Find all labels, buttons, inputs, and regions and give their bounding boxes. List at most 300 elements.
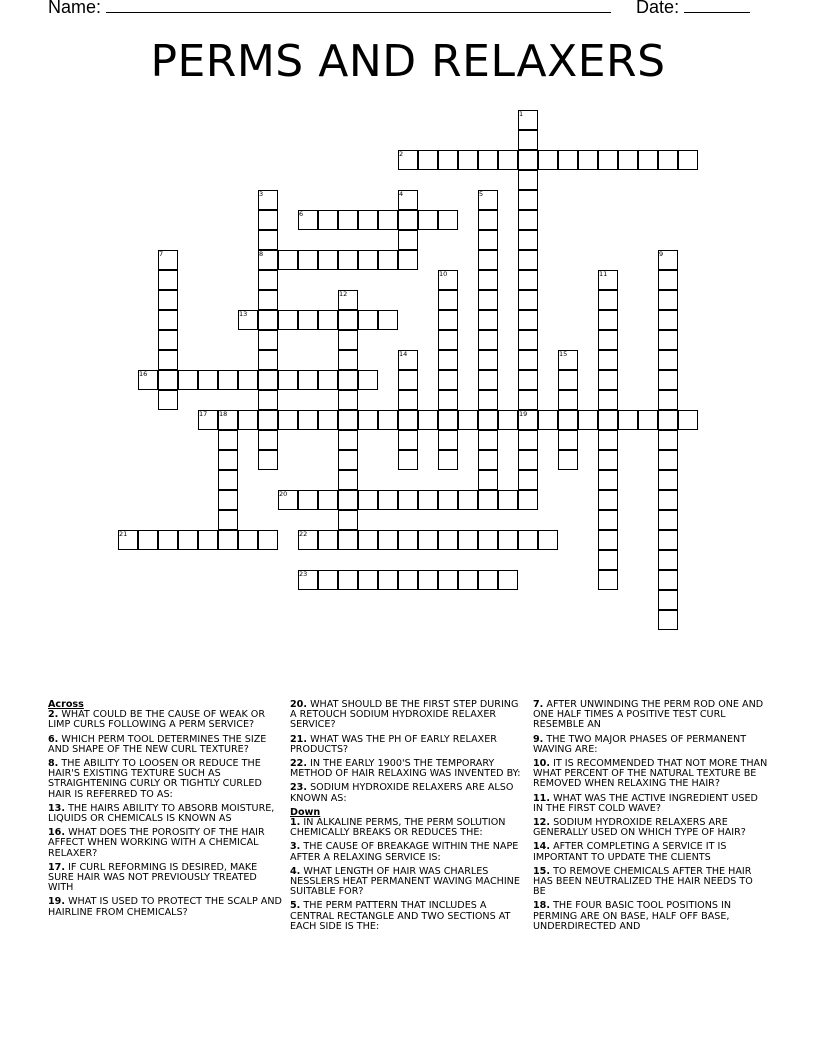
crossword-cell[interactable] xyxy=(478,310,498,330)
crossword-cell[interactable] xyxy=(518,130,538,150)
crossword-cell[interactable] xyxy=(298,410,318,430)
crossword-cell[interactable] xyxy=(258,290,278,310)
crossword-cell[interactable] xyxy=(238,530,258,550)
crossword-cell[interactable] xyxy=(478,230,498,250)
crossword-cell[interactable] xyxy=(158,250,178,270)
crossword-cell[interactable] xyxy=(278,410,298,430)
crossword-cell[interactable] xyxy=(638,150,658,170)
crossword-cell[interactable] xyxy=(358,210,378,230)
clue-item xyxy=(533,759,768,790)
crossword-cell[interactable] xyxy=(498,570,518,590)
clue-item xyxy=(48,710,283,730)
crossword-cell[interactable] xyxy=(238,410,258,430)
crossword-cell[interactable] xyxy=(458,530,478,550)
clue-text: THE PERM PATTERN THAT INCLUDES A CENTRAL RECTANGLE AND TWO SECTIONS AT EACH SIDE IS THE: xyxy=(290,900,511,932)
crossword-cell[interactable] xyxy=(258,410,278,430)
crossword-cell[interactable] xyxy=(258,190,278,210)
crossword-cell[interactable] xyxy=(598,470,618,490)
crossword-cell[interactable] xyxy=(198,410,218,430)
crossword-cell[interactable] xyxy=(298,490,318,510)
crossword-cell[interactable] xyxy=(258,350,278,370)
crossword-cell[interactable] xyxy=(618,150,638,170)
clue-number-label: 19 xyxy=(519,410,528,418)
clue-number: 19. xyxy=(48,896,65,908)
crossword-cell[interactable] xyxy=(258,370,278,390)
crossword-cell[interactable] xyxy=(458,410,478,430)
clue-text: THE ABILITY TO LOOSEN OR REDUCE THE HAIR'S EXISTING TEXTURE SUCH AS STRAIGHTENING CURLY OR TIGHTLY CURLED HAIR IS REFERRED TO AS: xyxy=(48,758,262,800)
crossword-cell[interactable] xyxy=(498,490,518,510)
crossword-cell[interactable] xyxy=(198,530,218,550)
crossword-cell[interactable] xyxy=(398,450,418,470)
crossword-cell[interactable] xyxy=(478,210,498,230)
crossword-cell[interactable] xyxy=(418,490,438,510)
crossword-cell[interactable] xyxy=(318,250,338,270)
clue-item xyxy=(533,901,768,932)
crossword-cell[interactable] xyxy=(158,310,178,330)
crossword-cell[interactable] xyxy=(598,530,618,550)
crossword-cell[interactable] xyxy=(378,310,398,330)
crossword-cell[interactable] xyxy=(598,550,618,570)
clue-number-label: 2 xyxy=(399,150,404,158)
crossword-cell[interactable] xyxy=(358,570,378,590)
crossword-cell[interactable] xyxy=(518,210,538,230)
clue-number: 2. xyxy=(48,709,59,721)
crossword-cell[interactable] xyxy=(678,410,698,430)
crossword-cell[interactable] xyxy=(478,330,498,350)
crossword-cell[interactable] xyxy=(658,510,678,530)
crossword-cell[interactable] xyxy=(258,210,278,230)
crossword-cell[interactable] xyxy=(438,270,458,290)
crossword-cell[interactable] xyxy=(258,530,278,550)
crossword-cell[interactable] xyxy=(398,370,418,390)
crossword-cell[interactable] xyxy=(338,510,358,530)
clue-text: IF CURL REFORMING IS DESIRED, MAKE SURE HAIR WAS NOT PREVIOUSLY TREATED WITH xyxy=(48,861,258,894)
crossword-cell[interactable] xyxy=(278,490,298,510)
crossword-cell[interactable] xyxy=(598,450,618,470)
crossword-cell[interactable] xyxy=(258,390,278,410)
crossword-cell[interactable] xyxy=(338,430,358,450)
crossword-cell[interactable] xyxy=(338,530,358,550)
crossword-cell[interactable] xyxy=(658,610,678,630)
crossword-cell[interactable] xyxy=(478,390,498,410)
crossword-cell[interactable] xyxy=(598,510,618,530)
crossword-cell[interactable] xyxy=(398,230,418,250)
crossword-cell[interactable] xyxy=(598,490,618,510)
crossword-cell[interactable] xyxy=(138,530,158,550)
clue-number-label: 8 xyxy=(259,250,264,258)
crossword-cell[interactable] xyxy=(518,450,538,470)
crossword-cell[interactable] xyxy=(138,370,158,390)
clue-text: SODIUM HYDROXIDE RELAXERS ARE GENERALLY USED ON WHICH TYPE OF HAIR? xyxy=(533,817,746,839)
crossword-cell[interactable] xyxy=(598,270,618,290)
clue-number: 4. xyxy=(290,865,301,877)
crossword-cell[interactable] xyxy=(478,450,498,470)
crossword-cell[interactable] xyxy=(518,410,538,430)
clue-text: TO REMOVE CHEMICALS AFTER THE HAIR HAS BEEN NEUTRALIZED THE HAIR NEEDS TO BE xyxy=(533,865,753,898)
crossword-cell[interactable] xyxy=(498,530,518,550)
crossword-cell[interactable] xyxy=(358,410,378,430)
crossword-cell[interactable] xyxy=(238,370,258,390)
clue-number: 17. xyxy=(48,861,65,873)
crossword-cell[interactable] xyxy=(658,390,678,410)
crossword-cell[interactable] xyxy=(438,390,458,410)
crossword-cell[interactable] xyxy=(558,390,578,410)
crossword-cell[interactable] xyxy=(398,490,418,510)
crossword-cell[interactable] xyxy=(658,590,678,610)
crossword-cell[interactable] xyxy=(338,450,358,470)
clue-item xyxy=(48,828,283,859)
clue-item xyxy=(533,794,768,814)
crossword-cell[interactable] xyxy=(218,530,238,550)
crossword-cell[interactable] xyxy=(378,210,398,230)
clue-text: THE TWO MAJOR PHASES OF PERMANENT WAVING ARE: xyxy=(533,733,747,755)
clue-section-heading: Down xyxy=(290,806,321,818)
crossword-cell[interactable] xyxy=(478,490,498,510)
crossword-cell[interactable] xyxy=(518,170,538,190)
crossword-cell[interactable] xyxy=(658,490,678,510)
clue-number: 14. xyxy=(533,841,550,853)
crossword-cell[interactable] xyxy=(538,530,558,550)
crossword-cell[interactable] xyxy=(478,470,498,490)
crossword-cell[interactable] xyxy=(478,190,498,210)
crossword-cell[interactable] xyxy=(518,490,538,510)
crossword-cell[interactable] xyxy=(558,430,578,450)
crossword-cell[interactable] xyxy=(558,150,578,170)
crossword-cell[interactable] xyxy=(438,450,458,470)
crossword-cell[interactable] xyxy=(178,370,198,390)
clue-number-label: 9 xyxy=(659,250,664,258)
crossword-cell[interactable] xyxy=(198,370,218,390)
crossword-cell[interactable] xyxy=(558,410,578,430)
crossword-cell[interactable] xyxy=(518,390,538,410)
crossword-cell[interactable] xyxy=(518,350,538,370)
crossword-cell[interactable] xyxy=(318,210,338,230)
crossword-cell[interactable] xyxy=(598,150,618,170)
clue-item xyxy=(533,735,768,755)
clue-text: WHAT IS USED TO PROTECT THE SCALP AND HAIRLINE FROM CHEMICALS? xyxy=(48,896,282,918)
crossword-cell[interactable] xyxy=(638,410,658,430)
crossword-cell[interactable] xyxy=(658,370,678,390)
crossword-cell[interactable] xyxy=(378,250,398,270)
clue-number-label: 20 xyxy=(279,490,288,498)
crossword-cell[interactable] xyxy=(178,530,198,550)
crossword-cell[interactable] xyxy=(218,510,238,530)
clue-number-label: 10 xyxy=(439,270,448,278)
crossword-cell[interactable] xyxy=(478,370,498,390)
crossword-cell[interactable] xyxy=(658,570,678,590)
crossword-cell[interactable] xyxy=(478,570,498,590)
crossword-cell[interactable] xyxy=(438,370,458,390)
crossword-cell[interactable] xyxy=(338,390,358,410)
crossword-cell[interactable] xyxy=(398,530,418,550)
clue-item xyxy=(533,818,768,838)
crossword-cell[interactable] xyxy=(438,310,458,330)
clue-item xyxy=(290,901,525,932)
clue-number: 15. xyxy=(533,865,550,877)
crossword-cell[interactable] xyxy=(358,250,378,270)
crossword-cell[interactable] xyxy=(478,530,498,550)
crossword-cell[interactable] xyxy=(438,210,458,230)
crossword-cell[interactable] xyxy=(158,390,178,410)
crossword-cell[interactable] xyxy=(298,370,318,390)
clue-item xyxy=(533,867,768,898)
crossword-cell[interactable] xyxy=(338,310,358,330)
clue-text: WHAT DOES THE POROSITY OF THE HAIR AFFECT WHEN WORKING WITH A CHEMICAL RELAXER? xyxy=(48,827,265,859)
crossword-cell[interactable] xyxy=(318,310,338,330)
crossword-cell[interactable] xyxy=(518,430,538,450)
crossword-cell[interactable] xyxy=(418,570,438,590)
crossword-cell[interactable] xyxy=(558,450,578,470)
clue-number-label: 23 xyxy=(299,570,308,578)
crossword-cell[interactable] xyxy=(318,410,338,430)
crossword-cell[interactable] xyxy=(438,410,458,430)
crossword-cell[interactable] xyxy=(438,330,458,350)
crossword-cell[interactable] xyxy=(218,430,238,450)
crossword-cell[interactable] xyxy=(478,430,498,450)
crossword-cell[interactable] xyxy=(658,270,678,290)
crossword-cell[interactable] xyxy=(258,430,278,450)
crossword-cell[interactable] xyxy=(118,530,138,550)
crossword-cell[interactable] xyxy=(258,230,278,250)
crossword-cell[interactable] xyxy=(558,350,578,370)
clue-number-label: 13 xyxy=(239,310,248,318)
crossword-cell[interactable] xyxy=(158,270,178,290)
crossword-cell[interactable] xyxy=(218,410,238,430)
crossword-cell[interactable] xyxy=(598,290,618,310)
crossword-cell[interactable] xyxy=(438,350,458,370)
crossword-cell[interactable] xyxy=(578,410,598,430)
crossword-cell[interactable] xyxy=(378,570,398,590)
crossword-cell[interactable] xyxy=(418,530,438,550)
crossword-cell[interactable] xyxy=(338,210,358,230)
crossword-cell[interactable] xyxy=(658,530,678,550)
crossword-cell[interactable] xyxy=(298,250,318,270)
clue-number: 7. xyxy=(533,699,544,710)
clue-number: 1. xyxy=(290,817,301,829)
crossword-cell[interactable] xyxy=(398,570,418,590)
crossword-cell[interactable] xyxy=(318,570,338,590)
crossword-cell[interactable] xyxy=(258,250,278,270)
crossword-cell[interactable] xyxy=(518,470,538,490)
clue-item xyxy=(290,818,525,838)
crossword-cell[interactable] xyxy=(598,390,618,410)
crossword-cell[interactable] xyxy=(318,370,338,390)
crossword-cell[interactable] xyxy=(518,270,538,290)
crossword-cell[interactable] xyxy=(658,470,678,490)
crossword-cell[interactable] xyxy=(258,450,278,470)
crossword-cell[interactable] xyxy=(438,290,458,310)
crossword-cell[interactable] xyxy=(598,350,618,370)
clue-number-label: 18 xyxy=(219,410,228,418)
crossword-cell[interactable] xyxy=(318,490,338,510)
crossword-cell[interactable] xyxy=(498,150,518,170)
crossword-cell[interactable] xyxy=(398,150,418,170)
crossword-cell[interactable] xyxy=(418,410,438,430)
crossword-cell[interactable] xyxy=(338,470,358,490)
clue-number-label: 11 xyxy=(599,270,608,278)
crossword-cell[interactable] xyxy=(298,530,318,550)
crossword-cell[interactable] xyxy=(518,190,538,210)
clue-number: 5. xyxy=(290,900,301,912)
clue-text: IN ALKALINE PERMS, THE PERM SOLUTION CHEMICALLY BREAKS OR REDUCES THE: xyxy=(290,817,506,839)
crossword-cell[interactable] xyxy=(418,150,438,170)
crossword-cell[interactable] xyxy=(298,210,318,230)
page-title: PERMS AND RELAXERS xyxy=(150,36,666,87)
crossword-cell[interactable] xyxy=(618,410,638,430)
crossword-cell[interactable] xyxy=(658,430,678,450)
crossword-cell[interactable] xyxy=(478,290,498,310)
crossword-cell[interactable] xyxy=(518,310,538,330)
crossword-cell[interactable] xyxy=(358,530,378,550)
crossword-cell[interactable] xyxy=(658,250,678,270)
crossword-cell[interactable] xyxy=(438,530,458,550)
clue-number-label: 22 xyxy=(299,530,308,538)
crossword-cell[interactable] xyxy=(658,310,678,330)
crossword-cell[interactable] xyxy=(338,490,358,510)
crossword-cell[interactable] xyxy=(218,450,238,470)
clue-text: THE FOUR BASIC TOOL POSITIONS IN PERMING ARE ON BASE, HALF OFF BASE, UNDERDIRECTED AND xyxy=(533,900,732,932)
clue-section-heading: Across xyxy=(48,699,84,710)
crossword-cell[interactable] xyxy=(598,570,618,590)
crossword-cell[interactable] xyxy=(438,150,458,170)
crossword-cell[interactable] xyxy=(598,410,618,430)
crossword-cell[interactable] xyxy=(338,570,358,590)
clue-item xyxy=(290,783,525,803)
crossword-cell[interactable] xyxy=(678,150,698,170)
crossword-cell[interactable] xyxy=(598,430,618,450)
crossword-cell[interactable] xyxy=(518,330,538,350)
crossword-cell[interactable] xyxy=(338,370,358,390)
crossword-cell[interactable] xyxy=(478,410,498,430)
crossword-cell[interactable] xyxy=(518,250,538,270)
crossword-cell[interactable] xyxy=(458,490,478,510)
crossword-cell[interactable] xyxy=(218,490,238,510)
clue-column-1 xyxy=(48,700,283,922)
crossword-cell[interactable] xyxy=(378,530,398,550)
crossword-cell[interactable] xyxy=(398,250,418,270)
clue-number: 3. xyxy=(290,841,301,853)
crossword-cell[interactable] xyxy=(518,370,538,390)
crossword-cell[interactable] xyxy=(518,150,538,170)
crossword-cell[interactable] xyxy=(518,530,538,550)
clue-text: WHAT SHOULD BE THE FIRST STEP DURING A RETOUCH SODIUM HYDROXIDE RELAXER SERVICE? xyxy=(290,699,519,731)
crossword-cell[interactable] xyxy=(358,490,378,510)
crossword-cell[interactable] xyxy=(578,150,598,170)
crossword-cell[interactable] xyxy=(518,290,538,310)
crossword-cell[interactable] xyxy=(558,370,578,390)
clue-text: WHAT WAS THE PH OF EARLY RELAXER PRODUCTS? xyxy=(290,733,497,755)
crossword-cell[interactable] xyxy=(378,490,398,510)
crossword-cell[interactable] xyxy=(358,310,378,330)
crossword-cell[interactable] xyxy=(438,570,458,590)
crossword-cell[interactable] xyxy=(658,330,678,350)
clue-text: AFTER COMPLETING A SERVICE IT IS IMPORTANT TO UPDATE THE CLIENTS xyxy=(533,841,727,863)
clue-number-label: 15 xyxy=(559,350,568,358)
crossword-cell[interactable] xyxy=(398,350,418,370)
crossword-cell[interactable] xyxy=(398,210,418,230)
crossword-cell[interactable] xyxy=(338,350,358,370)
crossword-cell[interactable] xyxy=(158,330,178,350)
crossword-cell[interactable] xyxy=(318,530,338,550)
clue-number: 13. xyxy=(48,802,65,814)
crossword-cell[interactable] xyxy=(398,390,418,410)
crossword-cell[interactable] xyxy=(278,250,298,270)
crossword-cell[interactable] xyxy=(158,370,178,390)
crossword-cell[interactable] xyxy=(378,410,398,430)
clue-column-3 xyxy=(533,700,768,936)
crossword-cell[interactable] xyxy=(658,290,678,310)
crossword-cell[interactable] xyxy=(338,330,358,350)
crossword-cell[interactable] xyxy=(598,370,618,390)
crossword-cell[interactable] xyxy=(218,470,238,490)
clue-text: WHICH PERM TOOL DETERMINES THE SIZE AND SHAPE OF THE NEW CURL TEXTURE? xyxy=(48,733,267,755)
crossword-cell[interactable] xyxy=(258,270,278,290)
crossword-cell[interactable] xyxy=(438,430,458,450)
clue-number: 11. xyxy=(533,792,550,804)
crossword-cell[interactable] xyxy=(298,570,318,590)
crossword-cell[interactable] xyxy=(538,410,558,430)
crossword-cell[interactable] xyxy=(458,570,478,590)
clue-item xyxy=(48,804,283,824)
clue-number: 18. xyxy=(533,900,550,912)
crossword-cell[interactable] xyxy=(478,270,498,290)
clue-column-2 xyxy=(290,700,525,936)
crossword-cell[interactable] xyxy=(478,150,498,170)
crossword-cell[interactable] xyxy=(298,310,318,330)
crossword-cell[interactable] xyxy=(498,410,518,430)
crossword-cell[interactable] xyxy=(278,310,298,330)
clue-number: 12. xyxy=(533,817,550,829)
crossword-cell[interactable] xyxy=(538,150,558,170)
crossword-cell[interactable] xyxy=(518,110,538,130)
crossword-cell[interactable] xyxy=(598,310,618,330)
clue-number: 8. xyxy=(48,758,59,770)
crossword-cell[interactable] xyxy=(418,210,438,230)
crossword-cell[interactable] xyxy=(518,230,538,250)
crossword-cell[interactable] xyxy=(398,190,418,210)
crossword-cell[interactable] xyxy=(158,530,178,550)
clue-item xyxy=(48,897,283,917)
crossword-cell[interactable] xyxy=(658,150,678,170)
crossword-cell[interactable] xyxy=(658,550,678,570)
crossword-cell[interactable] xyxy=(278,370,298,390)
crossword-cell[interactable] xyxy=(658,350,678,370)
crossword-cell[interactable] xyxy=(358,370,378,390)
clue-item xyxy=(48,735,283,755)
crossword-cell[interactable] xyxy=(258,310,278,330)
crossword-cell[interactable] xyxy=(478,350,498,370)
crossword-cell[interactable] xyxy=(238,310,258,330)
crossword-cell[interactable] xyxy=(658,450,678,470)
clue-text: WHAT LENGTH OF HAIR WAS CHARLES NESSLERS HEAT PERMANENT WAVING MACHINE SUITABLE FOR? xyxy=(290,865,520,898)
crossword-cell[interactable] xyxy=(398,430,418,450)
crossword-cell[interactable] xyxy=(338,290,358,310)
crossword-cell[interactable] xyxy=(458,150,478,170)
crossword-cell[interactable] xyxy=(158,350,178,370)
crossword-cell[interactable] xyxy=(398,410,418,430)
crossword-cell[interactable] xyxy=(338,410,358,430)
crossword-cell[interactable] xyxy=(478,250,498,270)
crossword-cell[interactable] xyxy=(338,250,358,270)
crossword-cell[interactable] xyxy=(158,290,178,310)
clue-number-label: 3 xyxy=(259,190,264,198)
crossword-cell[interactable] xyxy=(218,370,238,390)
crossword-cell[interactable] xyxy=(658,410,678,430)
crossword-cell[interactable] xyxy=(438,490,458,510)
crossword-cell[interactable] xyxy=(258,330,278,350)
crossword-cell[interactable] xyxy=(598,330,618,350)
clue-item xyxy=(290,735,525,755)
